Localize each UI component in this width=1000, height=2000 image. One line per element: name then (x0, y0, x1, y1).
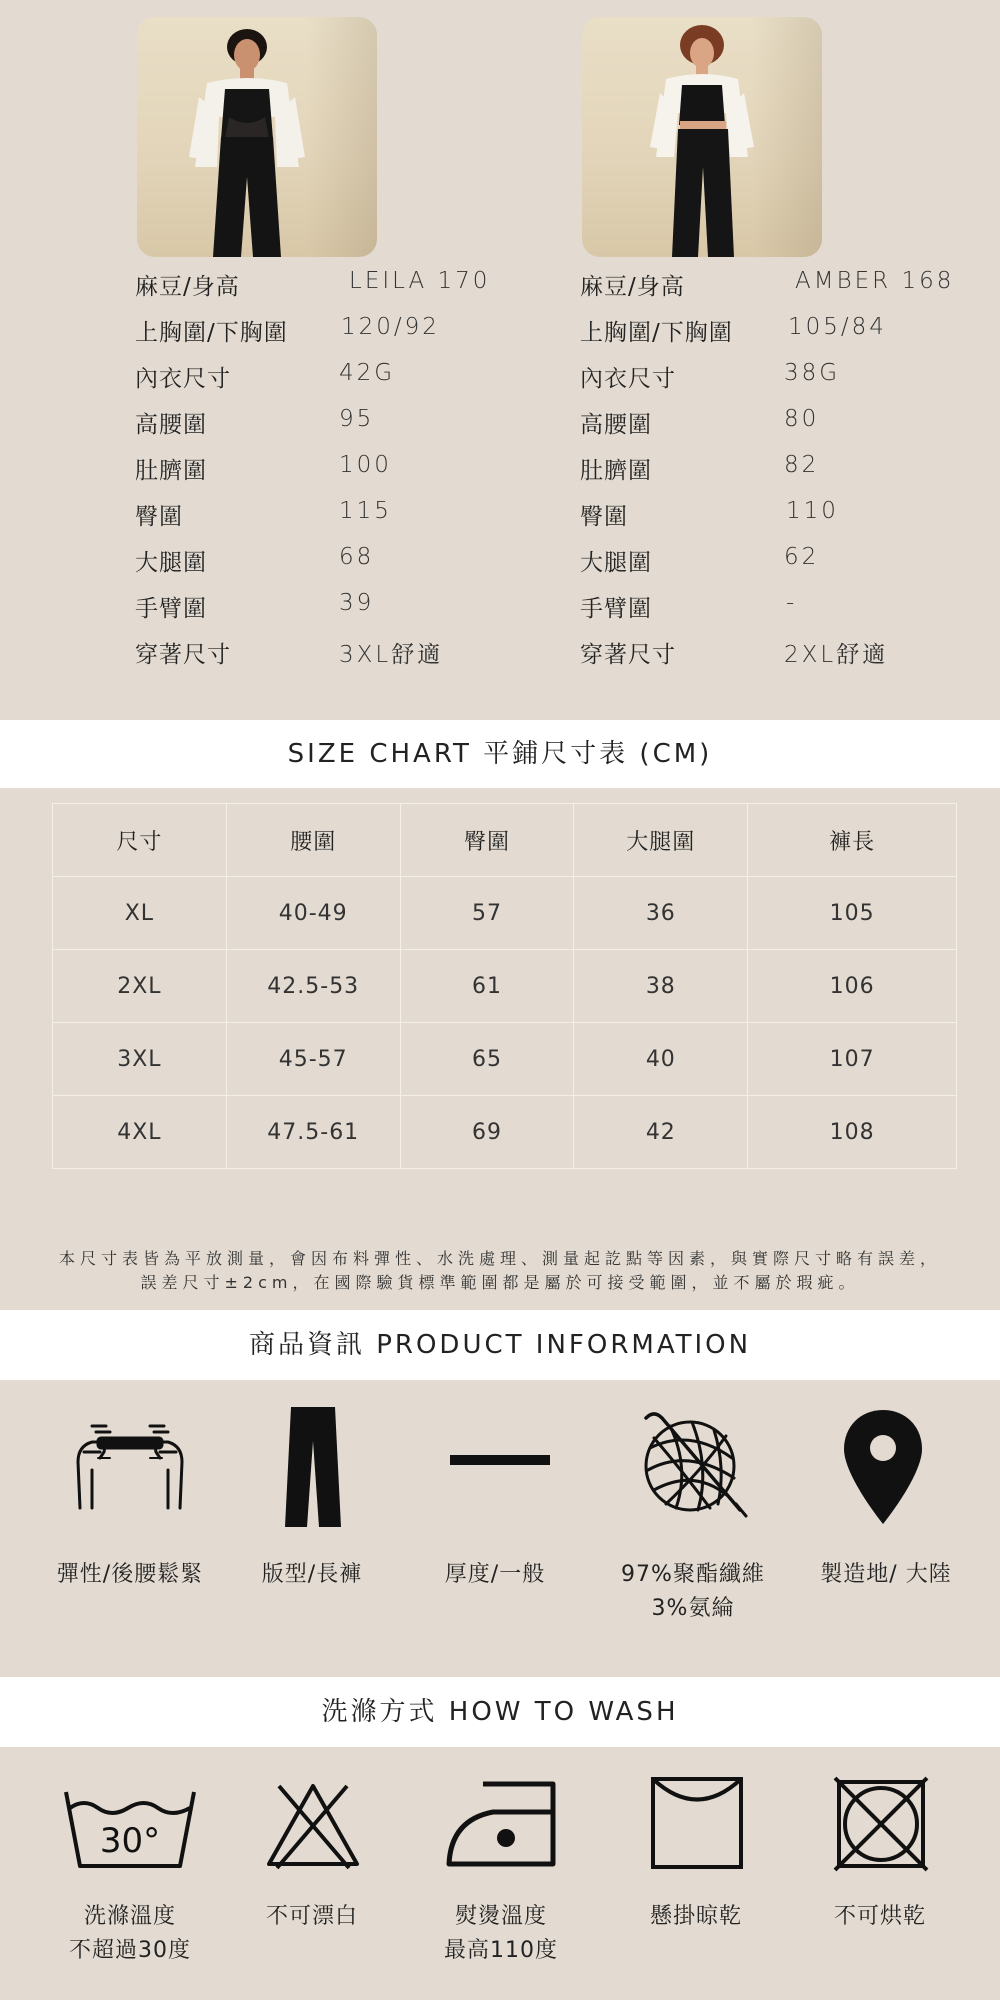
product-info-title: 商品資訊 PRODUCT INFORMATION (248, 1330, 752, 1360)
wash-label: 不可漂白 (265, 1904, 358, 1929)
column-header: 褲長 (748, 804, 957, 877)
stat-value: 68 (339, 544, 375, 570)
stat-row (135, 314, 555, 360)
stat-value: 110 (786, 498, 839, 524)
product-info-banner (0, 1310, 1000, 1380)
stat-row (580, 360, 1000, 406)
stat-value: 120/92 (341, 314, 440, 340)
stat-row (580, 452, 1000, 498)
model-figure-leila (137, 17, 377, 257)
stat-row (580, 590, 1000, 636)
thickness-line-icon (450, 1452, 550, 1468)
stat-row (580, 314, 1000, 360)
wash-hang-dry (596, 1900, 796, 1934)
stat-row (580, 544, 1000, 590)
stat-value: 100 (339, 452, 392, 478)
measurement-note-line2: 誤差尺寸±2cm，在國際驗貨標準範圍都是屬於可接受範圍，並不屬於瑕疵。 (140, 1273, 860, 1292)
stat-row (135, 406, 555, 452)
wash-tub-icon (62, 1786, 198, 1870)
stat-label: 穿著尺寸 (580, 642, 676, 668)
stat-label: 上胸圍/下胸圍 (135, 320, 288, 346)
table-cell: 40 (574, 1023, 748, 1096)
stat-row (135, 544, 555, 590)
wash-label: 懸掛晾乾 (649, 1904, 742, 1929)
stat-label: 內衣尺寸 (135, 366, 231, 392)
info-elasticity (30, 1558, 230, 1592)
stat-value: 95 (339, 406, 375, 432)
stat-row (580, 268, 1000, 314)
wash-label: 洗滌溫度 (83, 1904, 176, 1929)
table-cell: 2XL (53, 950, 227, 1023)
wash-no-bleach (212, 1900, 412, 1934)
wash-ironing (401, 1900, 601, 1968)
table-cell: 42 (574, 1096, 748, 1169)
table-cell: XL (53, 877, 227, 950)
stat-row (580, 636, 1000, 682)
model-stats-leila (135, 268, 555, 682)
stat-label: 麻豆/身高 (580, 274, 685, 300)
model-figure-amber (582, 17, 822, 257)
stat-label: 手臂圍 (580, 596, 652, 622)
table-cell: 65 (400, 1023, 574, 1096)
yarn-ball-icon (640, 1408, 750, 1523)
stat-label: 內衣尺寸 (580, 366, 676, 392)
info-label: 彈性/後腰鬆緊 (56, 1562, 204, 1587)
stat-value: 115 (339, 498, 392, 524)
column-header: 尺寸 (53, 804, 227, 877)
table-cell: 108 (748, 1096, 957, 1169)
stat-value: 38G (784, 360, 841, 386)
stat-label: 肚臍圍 (135, 458, 207, 484)
iron-icon (445, 1780, 557, 1868)
stat-value: 82 (784, 452, 820, 478)
info-label-2: 3%氨綸 (651, 1596, 735, 1621)
wash-temperature (30, 1900, 230, 1968)
info-material (593, 1558, 793, 1626)
stretch-hands-icon (70, 1412, 190, 1512)
stat-label: 高腰圍 (580, 412, 652, 438)
stat-label: 大腿圍 (135, 550, 207, 576)
info-label: 製造地/ 大陸 (820, 1562, 952, 1587)
stat-row (135, 360, 555, 406)
table-cell: 40-49 (226, 877, 400, 950)
table-cell: 4XL (53, 1096, 227, 1169)
info-label: 厚度/一般 (444, 1562, 546, 1587)
info-fit (212, 1558, 412, 1592)
table-cell: 107 (748, 1023, 957, 1096)
stat-label: 大腿圍 (580, 550, 652, 576)
wash-label: 不可烘乾 (833, 1904, 926, 1929)
column-header: 腰圍 (226, 804, 400, 877)
wash-title: 洗滌方式 HOW TO WASH (321, 1697, 679, 1727)
table-cell: 42.5-53 (226, 950, 400, 1023)
stat-row (135, 268, 555, 314)
stat-label: 麻豆/身高 (135, 274, 240, 300)
location-pin-icon (842, 1408, 924, 1526)
size-chart-table (52, 803, 957, 1169)
stat-label: 穿著尺寸 (135, 642, 231, 668)
stat-value: LEILA 170 (349, 268, 491, 294)
stat-label: 上胸圍/下胸圍 (580, 320, 733, 346)
stat-label: 手臂圍 (135, 596, 207, 622)
info-label: 97%聚酯纖維 (621, 1562, 765, 1587)
wash-no-tumble-dry (780, 1900, 980, 1934)
model-stats-amber (580, 268, 1000, 682)
table-row (53, 877, 957, 950)
table-cell: 61 (400, 950, 574, 1023)
stat-row (135, 498, 555, 544)
stat-label: 肚臍圍 (580, 458, 652, 484)
table-cell: 36 (574, 877, 748, 950)
measurement-note-line1: 本尺寸表皆為平放測量，會因布料彈性、水洗處理、測量起訖點等因素，與實際尺寸略有誤差， (58, 1249, 941, 1268)
stat-label: 臀圍 (580, 504, 628, 530)
stat-value: 39 (339, 590, 375, 616)
table-cell: 3XL (53, 1023, 227, 1096)
wash-label-2: 不超過30度 (69, 1938, 191, 1963)
hang-dry-icon (650, 1776, 744, 1870)
stat-value: AMBER 168 (795, 268, 955, 294)
size-chart-banner (0, 720, 1000, 788)
info-thickness (395, 1558, 595, 1592)
size-chart-title: SIZE CHART 平鋪尺寸表 (CM) (287, 739, 713, 769)
table-header-row (53, 804, 957, 877)
stat-value: 80 (784, 406, 820, 432)
stat-row (135, 590, 555, 636)
column-header: 大腿圍 (574, 804, 748, 877)
pants-icon (283, 1405, 343, 1530)
model-photo-leila (137, 17, 377, 257)
info-origin (786, 1558, 986, 1592)
stat-value: 3XL舒適 (339, 642, 444, 668)
table-row (53, 950, 957, 1023)
wash-temp-label: 30° (99, 1821, 161, 1861)
model-photo-amber (582, 17, 822, 257)
table-cell: 38 (574, 950, 748, 1023)
stat-value: 62 (784, 544, 820, 570)
table-cell: 45-57 (226, 1023, 400, 1096)
stat-value: - (786, 590, 798, 616)
table-cell: 69 (400, 1096, 574, 1169)
stat-row (580, 498, 1000, 544)
column-header: 臀圍 (400, 804, 574, 877)
no-bleach-icon (265, 1780, 361, 1870)
no-tumble-dry-icon (833, 1776, 929, 1872)
wash-label-2: 最高110度 (444, 1938, 558, 1963)
stat-value: 2XL舒適 (784, 642, 889, 668)
stat-row (135, 636, 555, 682)
table-row (53, 1096, 957, 1169)
stat-label: 臀圍 (135, 504, 183, 530)
table-cell: 57 (400, 877, 574, 950)
info-label: 版型/長褲 (261, 1562, 363, 1587)
table-row (53, 1023, 957, 1096)
stat-label: 高腰圍 (135, 412, 207, 438)
table-cell: 47.5-61 (226, 1096, 400, 1169)
stat-row (135, 452, 555, 498)
wash-banner (0, 1677, 1000, 1747)
wash-label: 熨燙溫度 (454, 1904, 547, 1929)
table-cell: 105 (748, 877, 957, 950)
table-cell: 106 (748, 950, 957, 1023)
stat-row (580, 406, 1000, 452)
stat-value: 105/84 (788, 314, 887, 340)
stat-value: 42G (339, 360, 396, 386)
